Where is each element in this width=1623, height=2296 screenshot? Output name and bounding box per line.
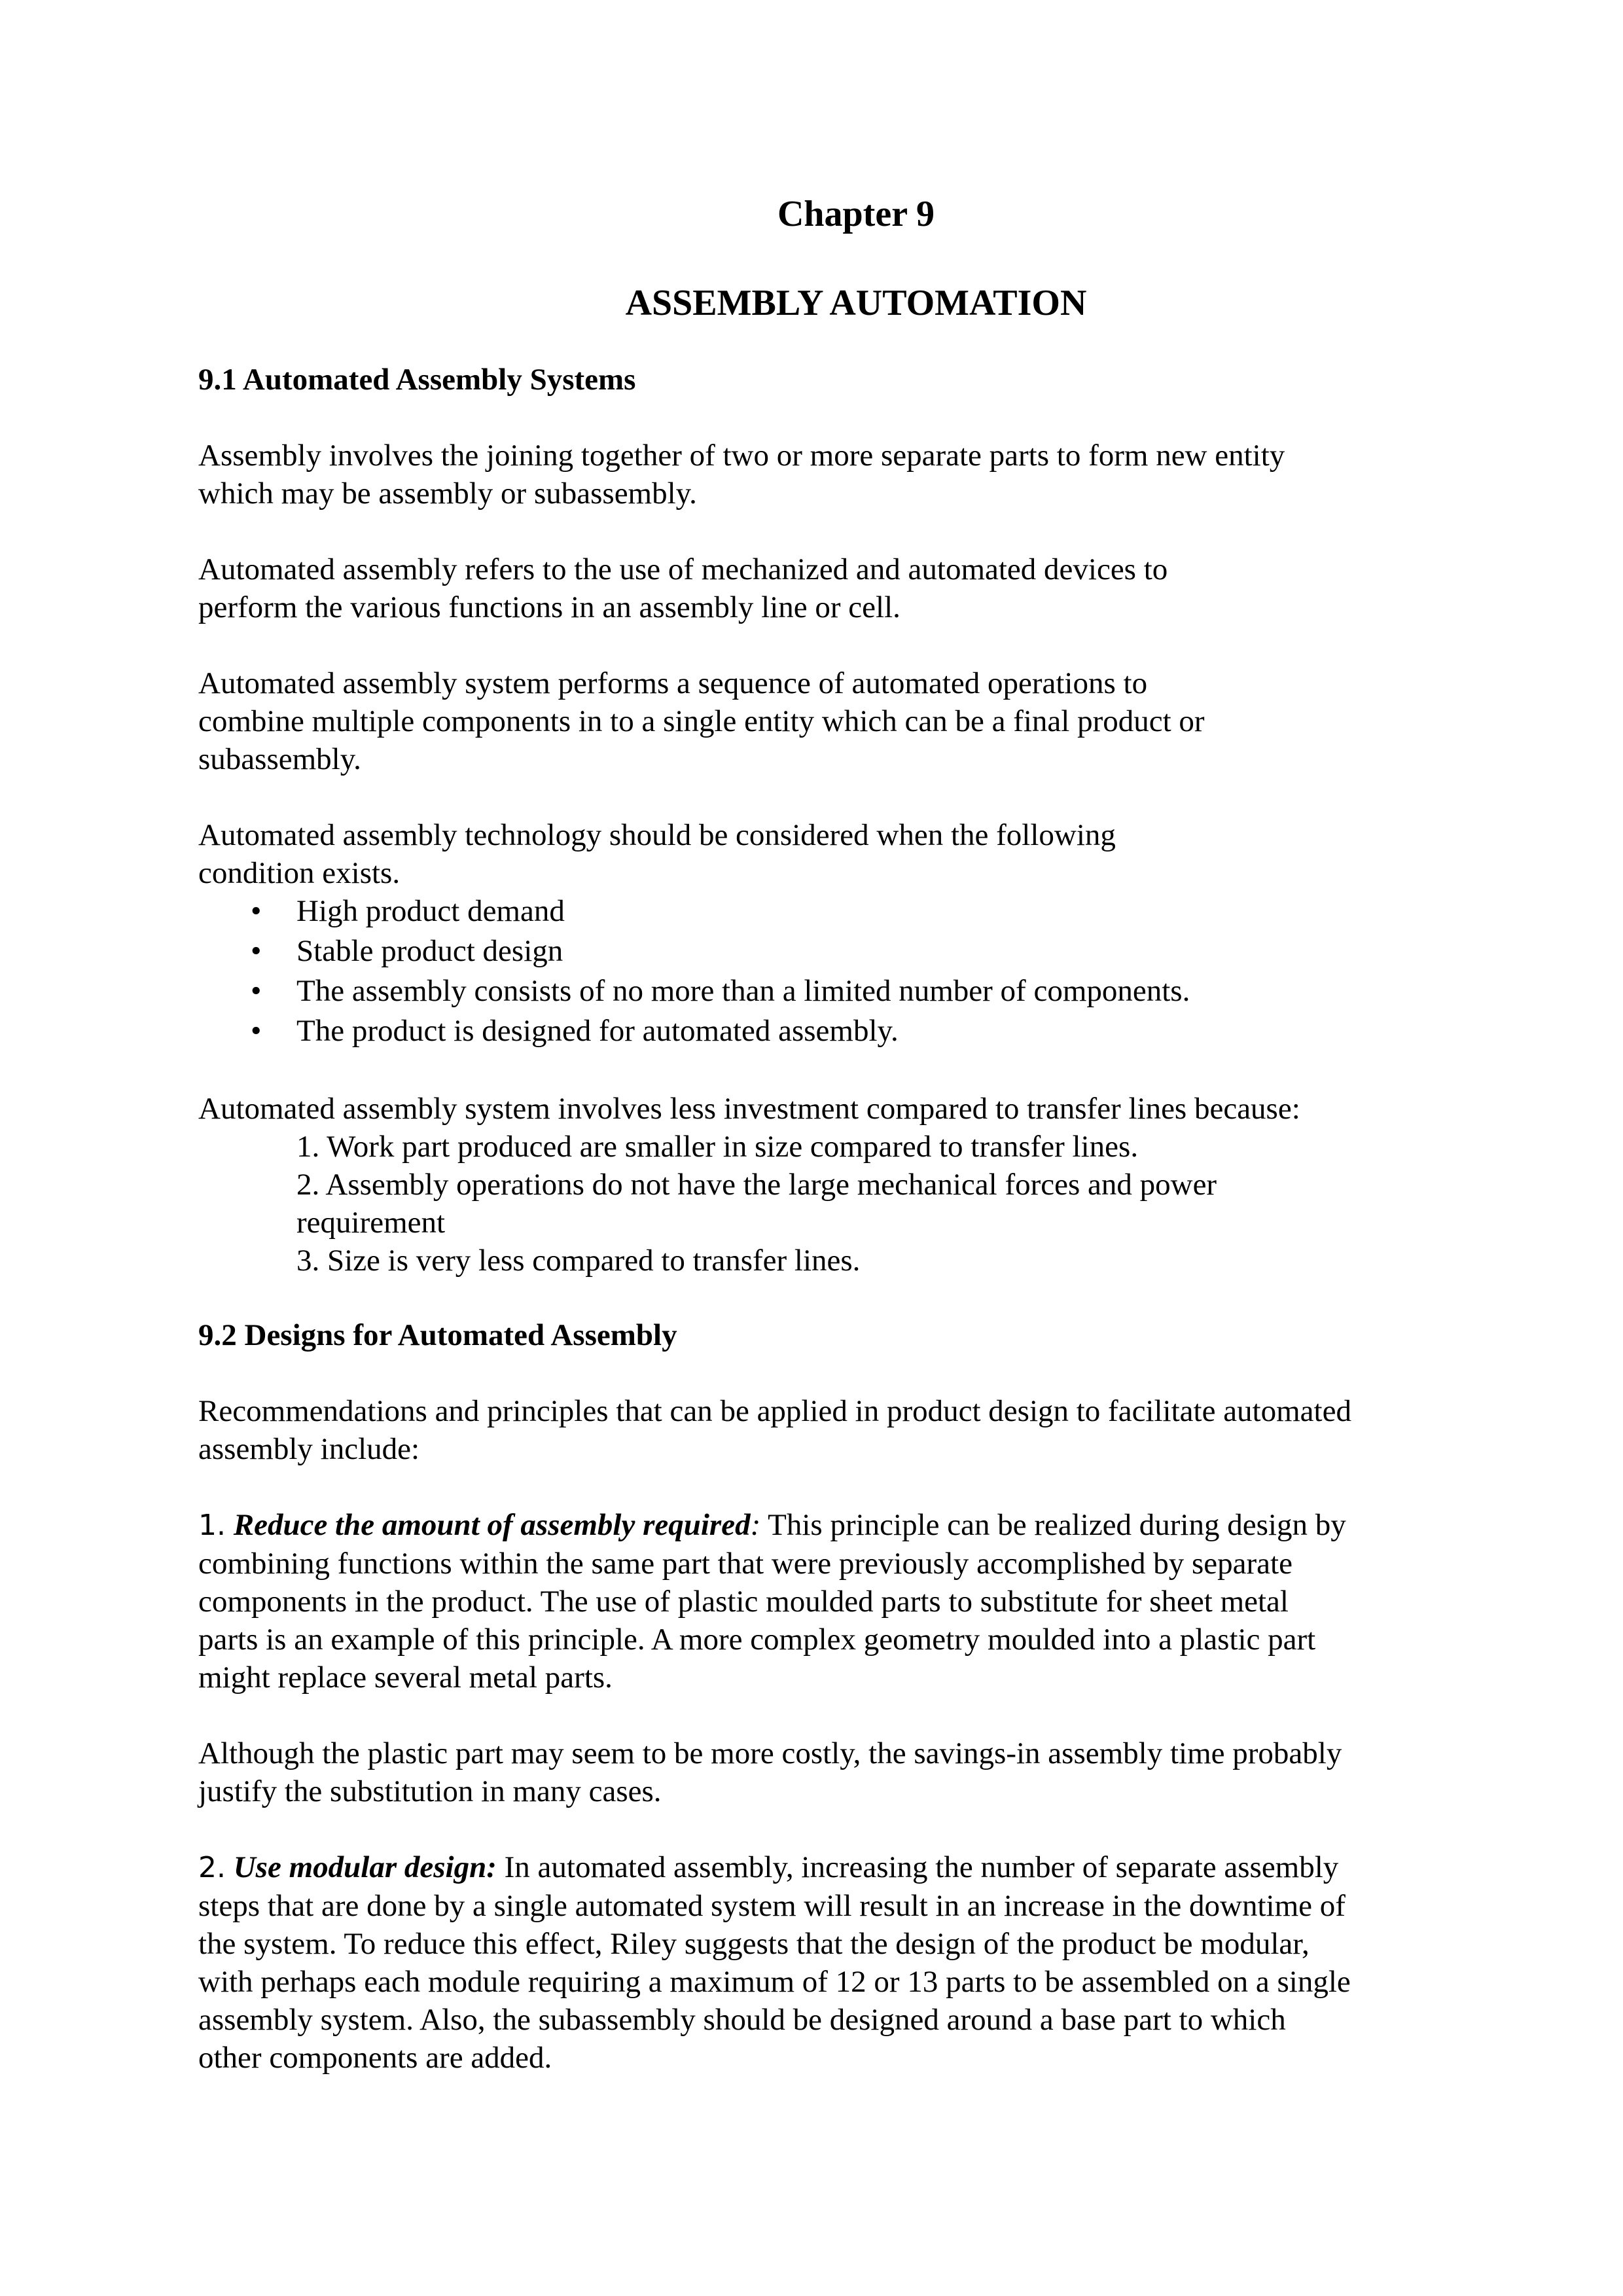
paragraph-automated-assembly-system	[198, 664, 1442, 778]
principle-2	[198, 1848, 1442, 2077]
paragraph-plastic-cost	[198, 1734, 1442, 1810]
list-item: 3. Size is very less compared to transfer lines.	[296, 1244, 861, 1278]
list-item	[251, 892, 1442, 932]
text-line: This principle can be realized during design by	[760, 1508, 1346, 1542]
list-item: 1. Work part produced are smaller in size compared to transfer lines.	[296, 1130, 1139, 1164]
text-line: other components are added.	[198, 2041, 552, 2075]
section-heading-9-1: 9.1 Automated Assembly Systems	[198, 363, 636, 397]
principle-colon: :	[750, 1508, 761, 1542]
principle-number: 2.	[198, 1851, 226, 1884]
list-item-text: Stable product design	[296, 934, 563, 968]
chapter-label: Chapter 9	[777, 194, 935, 234]
bullet-icon: •	[251, 934, 262, 968]
list-item	[251, 1012, 1442, 1052]
list-item: requirement	[296, 1206, 446, 1240]
text-line: Recommendations and principles that can be applied in product design to facilitate automated	[198, 1394, 1351, 1428]
text-line: combining functions within the same part that were previously accomplished by separate	[198, 1547, 1293, 1581]
text-line: Although the plastic part may seem to be more costly, the savings-in assembly time probably	[198, 1736, 1342, 1770]
list-item-text: High product demand	[296, 894, 565, 928]
text-line: combine multiple components in to a single entity which can be a final product or	[198, 704, 1205, 738]
text-line: Assembly involves the joining together of two or more separate parts to form new entity	[198, 439, 1285, 473]
text-line: In automated assembly, increasing the number of separate assembly	[496, 1850, 1339, 1884]
text-line: subassembly.	[198, 742, 361, 776]
text-line: might replace several metal parts.	[198, 1660, 613, 1695]
text-line: Automated assembly refers to the use of mechanized and automated devices to	[198, 552, 1168, 586]
text-line: Automated assembly system performs a sequence of automated operations to	[198, 666, 1148, 700]
list-item-text: The assembly consists of no more than a limited number of components.	[296, 974, 1190, 1008]
bullet-icon: •	[251, 1014, 262, 1048]
document-page	[198, 193, 1442, 2077]
paragraph-investment	[198, 1090, 1442, 1128]
principle-1	[198, 1506, 1442, 1696]
text-line: assembly include:	[198, 1432, 420, 1466]
text-line: with perhaps each module requiring a maximum of 12 or 13 parts to be assembled on a single	[198, 1965, 1351, 1999]
text-line: which may be assembly or subassembly.	[198, 476, 697, 511]
paragraph-recommendations-intro	[198, 1392, 1442, 1468]
paragraph-conditions-intro	[198, 816, 1442, 892]
principle-number: 1.	[198, 1509, 226, 1542]
principle-title: Reduce the amount of assembly required	[233, 1508, 751, 1542]
section-heading-9-2: 9.2 Designs for Automated Assembly	[198, 1318, 677, 1352]
list-item: 2. Assembly operations do not have the large mechanical forces and power	[296, 1168, 1217, 1202]
bullet-icon: •	[251, 894, 262, 928]
list-item-text: The product is designed for automated assembly.	[296, 1014, 899, 1048]
list-item	[251, 932, 1442, 972]
principle-title: Use modular design:	[233, 1850, 497, 1884]
paragraph-assembly-definition	[198, 437, 1442, 512]
text-line: Automated assembly system involves less investment compared to transfer lines because:	[198, 1092, 1300, 1126]
text-line: steps that are done by a single automated system will result in an increase in the downtime of	[198, 1889, 1346, 1923]
text-line: components in the product. The use of plastic moulded parts to substitute for sheet metal	[198, 1585, 1289, 1619]
text-line: Automated assembly technology should be considered when the following	[198, 818, 1116, 852]
list-item	[251, 972, 1442, 1012]
reasons-list	[198, 1128, 1442, 1280]
text-line: perform the various functions in an assembly line or cell.	[198, 590, 901, 624]
conditions-list	[198, 892, 1442, 1052]
text-line: parts is an example of this principle. A more complex geometry moulded into a plastic part	[198, 1623, 1316, 1657]
text-line: assembly system. Also, the subassembly should be designed around a base part to which	[198, 2003, 1286, 2037]
bullet-icon: •	[251, 974, 262, 1008]
text-line: the system. To reduce this effect, Riley suggests that the design of the product be modular,	[198, 1927, 1310, 1961]
paragraph-automated-assembly-definition	[198, 550, 1442, 626]
text-line: justify the substitution in many cases.	[198, 1774, 662, 1808]
page-title: ASSEMBLY AUTOMATION	[625, 283, 1087, 323]
text-line: condition exists.	[198, 856, 401, 890]
